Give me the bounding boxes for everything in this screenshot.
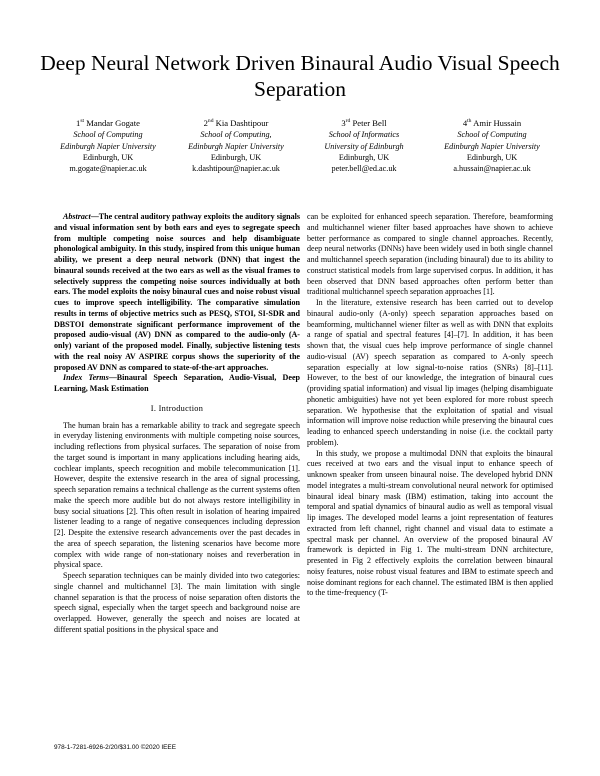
author-3: 3rd Peter Bell School of Informatics University of Edinburgh Edinburgh, UK peter.bell@ed.ac.uk — [300, 118, 428, 174]
author-email: m.gogate@napier.ac.uk — [69, 164, 147, 174]
left-column — [54, 212, 300, 636]
author-location: Edinburgh, UK — [466, 152, 518, 162]
author-institution: Edinburgh Napier University — [60, 141, 156, 151]
author-dept: School of Computing, — [200, 130, 272, 140]
author-email: peter.bell@ed.ac.uk — [331, 164, 397, 174]
paragraph: Speech separation techniques can be mainly divided into two categories: single channel and multichannel [3]. The main limitation with single channel separation is that the process of noise separation often distorts the speech signal, especially when the target speech and background noise are overlapped. However, generally the speech and noises are located at different spatial positions in the physical space and — [54, 571, 300, 634]
paragraph: In the literature, extensive research has been carried out to develop binaural audio-only (A-only) speech separation approaches based on beamforming, multichannel wiener filter as well as with DNN that exploits a range of spatial and spectral features [4]–[7]. In addition, it has been shown that, the visual cues help improve performance of single channel audio-visual (AV) speech separation as compared to A-only speech separation especially at low signal-to-noise ratios (SNRs) [8]–[11]. However, to the best of our knowledge, the integration of binaural cues (providing spatial information) and visual lip images (helping disambiguate phonetic ambiguities) have not yet been explored for more robust speech separation. We hypothesise that the exploitation of spatial and visual information will improve noise reduction while preserving the binaural cues leading to enhanced speech understanding in noise (i.e. the cocktail party problem). — [307, 298, 553, 447]
author-email: k.dashtipour@napier.ac.uk — [192, 164, 280, 174]
abstract-text: —The central auditory pathway exploits the auditory signals and visual information sent by both ears and eyes to segregate speech from multiple competing noise sources and help disambiguate phonological ambiguity. In this study, inspired from this unique human ability, we present a deep neural network (DNN) that ingest the binaural sounds received at the two ears as well as the visual frames to selectively suppress the competing noise sources individually at both ears. The model exploits the noisy binaural cues and noise robust visual cues to improve speech intelligibility. The comparative simulation results in terms of objective metrics such as PESQ, STOI, SI-SDR and DBSTOI demonstrate significant performance improvement of the proposed audio-visual (AV) DNN as compared to the audio-only (A-only) variant of the proposed model. Finally, subjective listening tests with the real noisy AV ASPIRE corpus shows the superiority of the proposed AV DNN as compared to state-of-the-art approaches. — [54, 212, 300, 372]
author-location: Edinburgh, UK — [338, 152, 390, 162]
author-institution: Edinburgh Napier University — [444, 141, 540, 151]
author-name: Mandar Gogate — [86, 118, 140, 128]
section-heading: I. Introduction — [150, 403, 204, 413]
author-name: Peter Bell — [352, 118, 387, 128]
author-location: Edinburgh, UK — [210, 152, 262, 162]
index-terms-label: Index Terms — [63, 373, 109, 383]
index-terms — [54, 373, 300, 395]
author-institution: University of Edinburgh — [324, 141, 404, 151]
author-dept: School of Computing — [457, 130, 527, 140]
author-email: a.hussain@napier.ac.uk — [453, 164, 531, 174]
abstract-label: Abstract — [63, 212, 91, 221]
author-block — [44, 118, 556, 174]
index-terms-text: —Binaural Speech Separation, Audio-Visual, Deep Learning, Mask Estimation — [54, 373, 300, 393]
paragraph: can be exploited for enhanced speech separation. Therefore, beamforming and multichannel wiener filter based approaches have shown to achieve better performance as compared to single channel approaches. Recently, deep neural networks (DNNs) have been widely used in both single channel and multichannel speech separation (including binaural) due to its ability to construct statistical models from large supervised corpus. In addition, it has been observed that DNN based approaches often perform better than traditional multichannel speech separation approaches [1]. — [307, 212, 553, 297]
author-dept: School of Computing — [73, 130, 143, 140]
author-institution: Edinburgh Napier University — [188, 141, 284, 151]
paper-title: Deep Neural Network Driven Binaural Audio Visual Speech Separation — [40, 51, 560, 101]
copyright-footer: 978-1-7281-6926-2/20/$31.00 ©2020 IEEE — [54, 744, 176, 751]
author-4: 4th Amir Hussain School of Computing Edinburgh Napier University Edinburgh, UK a.hussain@napier.ac.uk — [428, 118, 556, 174]
author-dept: School of Informatics — [328, 130, 400, 140]
author-location: Edinburgh, UK — [82, 152, 134, 162]
author-1: 1st Mandar Gogate School of Computing Edinburgh Napier University Edinburgh, UK m.gogate@napier.ac.uk — [44, 118, 172, 174]
paragraph: The human brain has a remarkable ability to track and segregate speech in everyday listening environments with multiple competing noise sources, including reflections from physical surfaces. The separation of noise from the target sound is important in many applications including hearing aids, cochlear implants, speech recognition and mobile telecommunication [1]. However, despite the extensive research in the area of signal processing, speech separation remains a technical challenge as the current systems often make the speech more audible but do not always restore intelligibility in busy social situations [2]. This often result in isolation of hearing impaired listener leading to a range of negative consequences including depression [2]. Despite the extensive research advancements over the past decades in the area of speech separation, the listening scenarios have become more complex with wide range of non-stationary noises and reverberation in physical space. — [54, 420, 300, 570]
paragraph: In this study, we propose a multimodal DNN that exploits the binaural cues received at two ears and the visual input to enhance speech of unknown speaker from unseen binaural noise. The developed hybrid DNN model integrates a multi-stream convolutional neural network for optimised binaural ideal binary mask (IBM) estimation, taking into account the temporal and spatial dynamics of binaural audio as well as temporal visual lip images. The developed model learns a joint representation of features extracted from left channel, right channel and visual data to estimate a spectral mask per channel. An overview of the proposed binaural AV framework is depicted in Fig 1. The multi-stream DNN architecture, presented in Fig 2 effectively exploits the correlation between binaural noisy features, noise robust visual features and IBM to estimate speech and noise dominant regions for each channel. The estimated IBM is then applied to the time-frequency (T- — [307, 448, 553, 598]
author-name: Amir Hussain — [473, 118, 522, 128]
right-column — [307, 212, 553, 599]
author-2: 2nd Kia Dashtipour School of Computing, Edinburgh Napier University Edinburgh, UK k.dashtipour@napier.ac.uk — [172, 118, 300, 174]
author-name: Kia Dashtipour — [215, 118, 269, 128]
abstract — [54, 212, 300, 373]
